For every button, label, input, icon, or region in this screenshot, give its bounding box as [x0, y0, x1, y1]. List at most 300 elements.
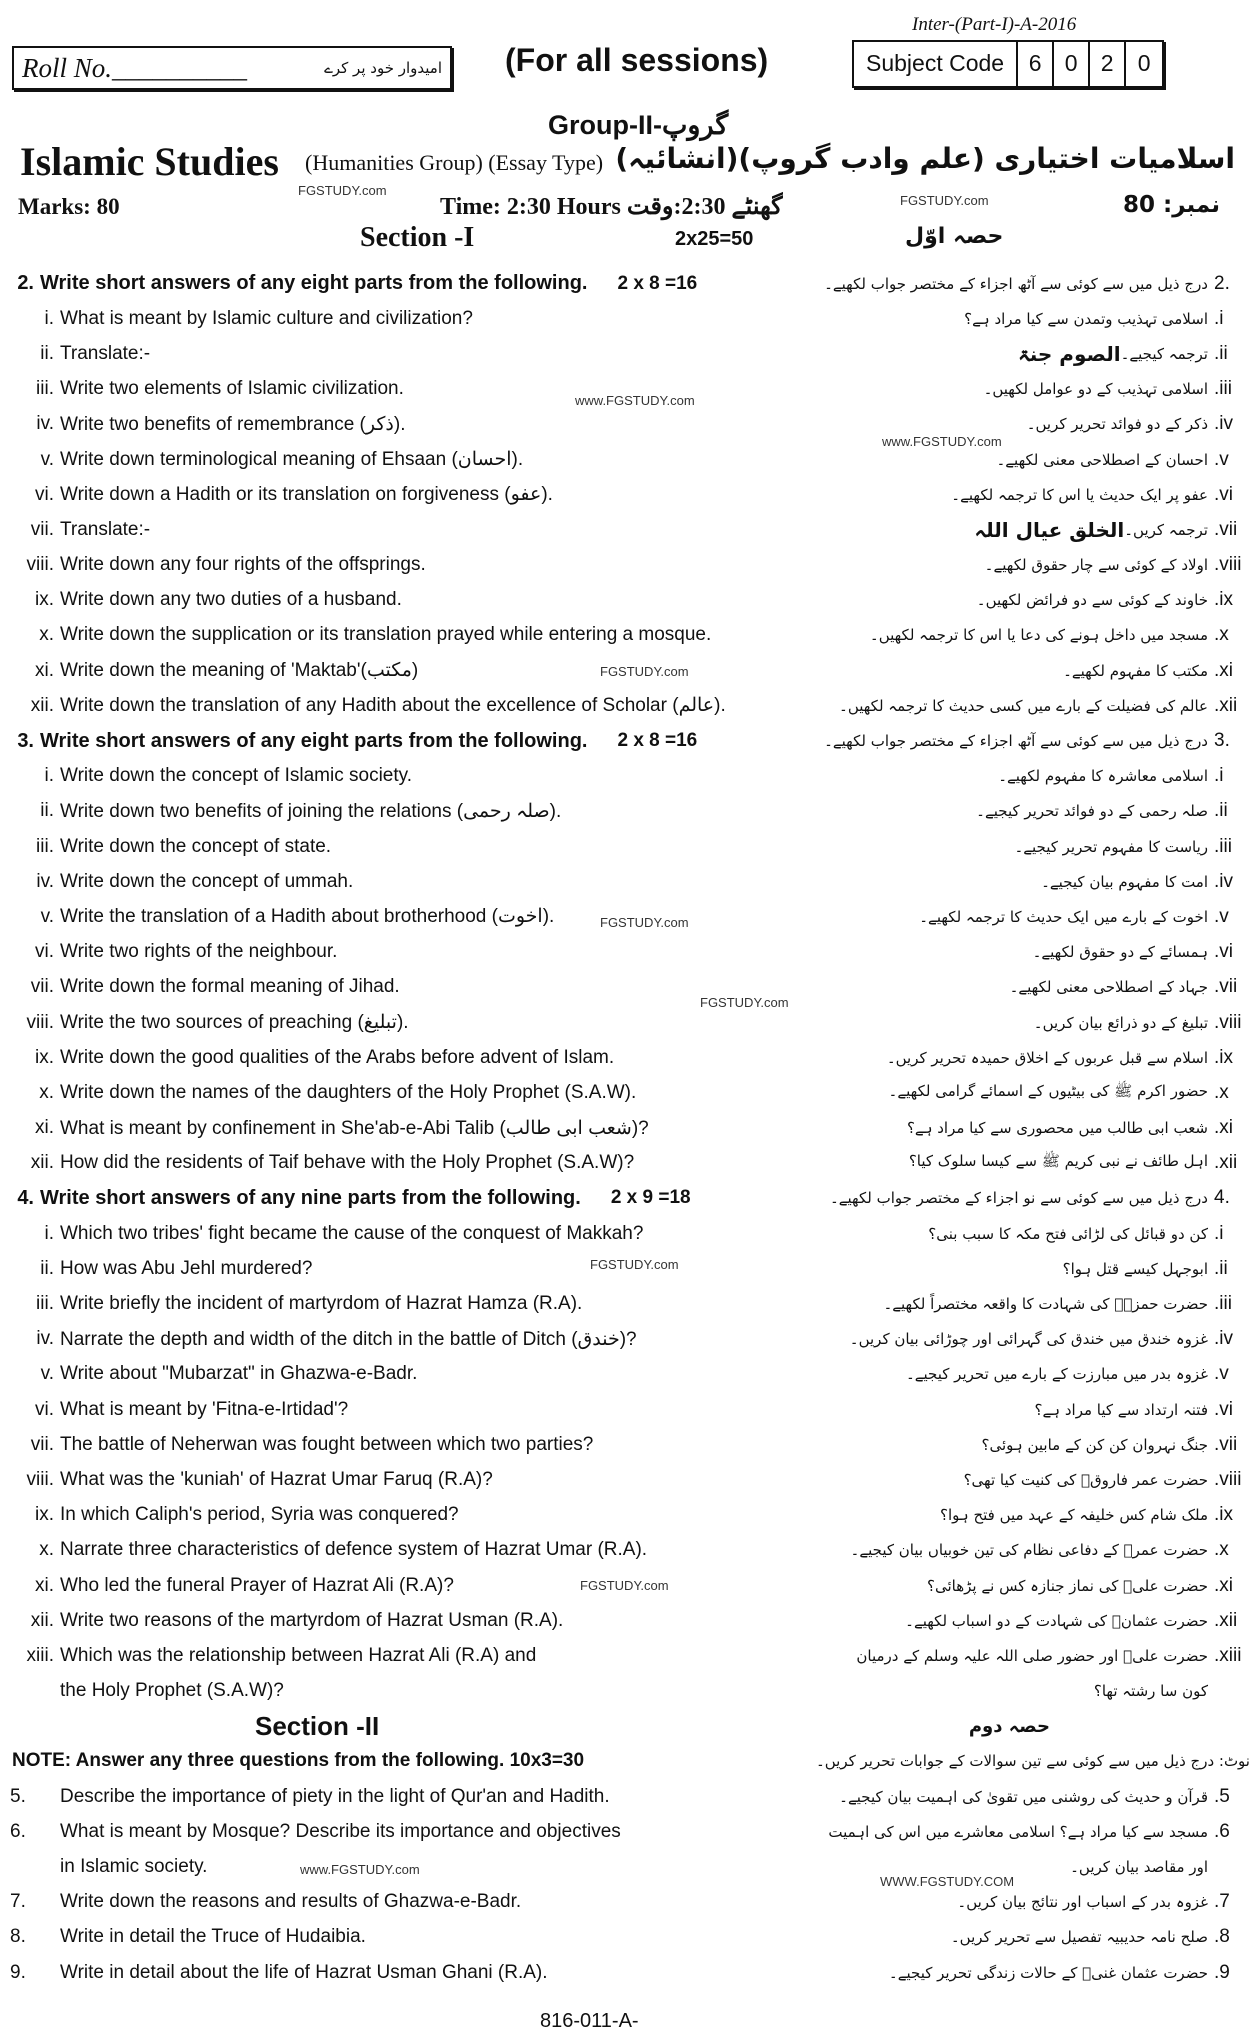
urdu-question-number: .i [1214, 307, 1224, 329]
paper-title: Islamic Studies [20, 139, 279, 184]
urdu-question-number: .xii [1214, 1152, 1238, 1174]
urdu-text: درج ذیل میں سے کوئی سے آٹھ اجزاء کے مختصر جواب لکھیے۔ [824, 274, 1208, 293]
question-number: iv. [36, 413, 54, 435]
urdu-text: اسلامی معاشرہ کا مفہوم لکھیے۔ [998, 767, 1208, 786]
question-part [0, 336, 1250, 371]
question-text: Write down a Hadith or its translation on forgiveness (عفو). [60, 484, 553, 506]
urdu-column [964, 301, 1250, 336]
urdu-text: صلہ رحمی کے دو فوائد تحریر کیجیے۔ [976, 802, 1208, 821]
urdu-column [851, 1533, 1250, 1568]
urdu-text: حضرت عثمانؓ کی شہادت کے دو اسباب لکھیے۔ [905, 1611, 1208, 1630]
urdu-column [998, 759, 1250, 794]
question-part [0, 477, 1250, 512]
urdu-column [919, 899, 1250, 934]
urdu-question-number: .vii [1214, 976, 1238, 998]
group-label: Group-II-گروپ [548, 110, 729, 140]
question-text: Which two tribes' fight became the cause of the conquest of Makkah? [60, 1222, 644, 1244]
question-heading [0, 1181, 1250, 1216]
question-marks: 2 x 9 =18 [610, 1187, 691, 1209]
urdu-question-number: .ix [1214, 1046, 1233, 1068]
urdu-question-number: .6 [1214, 1820, 1230, 1842]
question-text: Section -II [255, 1710, 380, 1741]
question-text: Write down the meaning of 'Maktab'(مکتب) [60, 660, 419, 682]
urdu-column [951, 477, 1250, 512]
question-number: 3. [17, 729, 34, 752]
urdu-text: صلح نامہ حدیبیہ تفصیل سے تحریر کریں۔ [950, 1928, 1208, 1947]
watermark: FGSTUDY.com [590, 1257, 679, 1272]
urdu-column [985, 548, 1250, 583]
urdu-question-number: .i [1214, 765, 1224, 787]
question-number: x. [39, 1081, 54, 1103]
urdu-text: غزوہ بدر کے اسباب اور نتائج بیان کریں۔ [957, 1893, 1208, 1912]
urdu-text: حضرت عمرؓ کے دفاعی نظام کی تین خوبیاں بیان کیجیے۔ [850, 1541, 1208, 1560]
question-marks: 2 x 8 =16 [617, 272, 698, 294]
question-part [0, 618, 1250, 653]
question-part [0, 1251, 1250, 1286]
urdu-column [969, 1709, 1250, 1744]
question-number: vi. [35, 941, 54, 963]
question-text: Write down the supplication or its translation prayed while entering a mosque. [60, 624, 712, 646]
question-number: v. [40, 905, 54, 927]
urdu-text: اور مقاصد بیان کریں۔ [1070, 1858, 1208, 1877]
urdu-column [898, 336, 1250, 371]
question-text: Narrate three characteristics of defence system of Hazrat Umar (R.A). [60, 1539, 648, 1561]
section-2-note [0, 1744, 1250, 1779]
urdu-text: حضرت عمر فاروقؓ کی کنیت کیا تھی؟ [963, 1470, 1208, 1489]
urdu-column [928, 1216, 1250, 1251]
subject-code-digit: 6 [1018, 42, 1054, 86]
question-number: 9. [10, 1961, 26, 1983]
urdu-text: حصہ دوم [968, 1715, 1050, 1737]
urdu-column [889, 1075, 1250, 1110]
urdu-text: عفو پر ایک حدیث یا اس کا ترجمہ لکھیے۔ [951, 485, 1208, 504]
question-part [0, 1392, 1250, 1427]
question-number: ii. [40, 1257, 54, 1279]
question-part [0, 1005, 1250, 1040]
urdu-text: قرآن و حدیث کی روشنی میں تقویٰ کی اہمیت بیان کیجیے۔ [839, 1787, 1208, 1806]
question-text: Write briefly the incident of martyrdom of Hazrat Hamza (R.A). [60, 1293, 583, 1315]
question-number: viii. [26, 1011, 54, 1033]
question-text: Write about "Mubarzat" in Ghazwa-e-Badr. [60, 1363, 418, 1385]
question-text: Translate:- [60, 342, 151, 364]
section-1-title-urdu: حصہ اوّل [905, 224, 1004, 249]
question-number: iii. [36, 835, 54, 857]
urdu-column [830, 1181, 1250, 1216]
urdu-text: حضرت علیؓ کی نماز جنازہ کس نے پڑھائی؟ [927, 1576, 1208, 1595]
question-text: Translate:- [60, 518, 151, 540]
question-number: ix. [35, 1504, 54, 1526]
urdu-column [1063, 653, 1250, 688]
urdu-question-number: .5 [1214, 1785, 1230, 1807]
question-text: Describe the importance of piety in the light of Qur'an and Hadith. [60, 1785, 610, 1807]
urdu-column [824, 266, 1250, 301]
urdu-column [964, 1462, 1250, 1497]
urdu-question-number: .xi [1214, 659, 1233, 681]
urdu-column [1070, 1849, 1250, 1884]
urdu-question-number: .xi [1214, 1574, 1233, 1596]
question-part [0, 829, 1250, 864]
urdu-column [906, 1357, 1250, 1392]
question-number: ix. [35, 589, 54, 611]
urdu-column [1094, 1674, 1250, 1709]
question-text: in Islamic society. [60, 1856, 208, 1878]
urdu-column [909, 1146, 1250, 1181]
urdu-text: حضرت عثمان غنیؓ کے حالات زندگی تحریر کیجیے۔ [888, 1963, 1208, 1982]
urdu-column [982, 1427, 1250, 1462]
question-number: vi. [35, 1398, 54, 1420]
question-part [0, 1814, 1250, 1849]
question-number: xi. [35, 1574, 54, 1596]
urdu-text: حضور اکرم ﷺ کی بیٹیوں کے اسمائے گرامی لکھیے۔ [888, 1081, 1208, 1100]
urdu-text: حضرت حمزہؓ کی شہادت کا واقعہ مختصراً لکھیے۔ [883, 1295, 1208, 1314]
urdu-question-number: .ii [1214, 342, 1228, 364]
urdu-question-number: .i [1214, 1222, 1224, 1244]
question-text: Write down any two duties of a husband. [60, 589, 402, 611]
question-part [0, 1075, 1250, 1110]
question-text: Write down the concept of Islamic society. [60, 765, 413, 787]
question-text: Write in detail the Truce of Hudaibia. [60, 1926, 366, 1948]
question-text: Write down the good qualities of the Arabs before advent of Islam. [60, 1046, 615, 1068]
time-allowed: Time: 2:30 Hours گھنٹے 2:30:وقت [440, 194, 783, 220]
section-1-marks: 2x25=50 [675, 228, 754, 250]
question-part [0, 864, 1250, 899]
question-text: Write down the names of the daughters of the Holy Prophet (S.A.W). [60, 1081, 637, 1103]
question-number: x. [39, 624, 54, 646]
question-text: Write two elements of Islamic civilization. [60, 378, 404, 400]
question-part [0, 935, 1250, 970]
subject-code-digit: 2 [1090, 42, 1126, 86]
question-part [0, 512, 1250, 547]
urdu-column [1010, 970, 1250, 1005]
urdu-column [1014, 829, 1250, 864]
total-marks-urdu: نمبر: 80 [1123, 192, 1220, 218]
urdu-question-number: .v [1214, 1363, 1229, 1385]
question-text: What is meant by 'Fitna-e-Irtidad'? [60, 1398, 349, 1420]
question-number: xii. [30, 1152, 54, 1174]
urdu-column [927, 1568, 1250, 1603]
urdu-column [1035, 1392, 1250, 1427]
urdu-text: احسان کے اصطلاحی معنی لکھیے۔ [996, 450, 1208, 469]
question-number: 8. [10, 1926, 26, 1948]
urdu-column [984, 372, 1250, 407]
question-part [0, 1674, 1250, 1709]
watermark: FGSTUDY.com [900, 193, 989, 208]
urdu-text: مکتب کا مفہوم لکھیے۔ [1063, 661, 1208, 680]
question-part [0, 1040, 1250, 1075]
urdu-text: ترجمہ کیجیے۔ [1120, 344, 1208, 363]
urdu-text: اسلام سے قبل عربوں کے اخلاق حمیدہ تحریر کریں۔ [886, 1048, 1208, 1067]
question-number: iii. [36, 1293, 54, 1315]
urdu-question-number: .xiii [1214, 1644, 1242, 1666]
question-number: vi. [35, 483, 54, 505]
question-list [0, 266, 1250, 1990]
urdu-question-number: .vi [1214, 1398, 1233, 1420]
question-number: 6. [10, 1820, 26, 1842]
urdu-question-number: .iv [1214, 870, 1233, 892]
urdu-column [854, 512, 1250, 547]
question-text: Write two reasons of the martyrdom of Hazrat Usman (R.A). [60, 1609, 564, 1631]
section-1-title: Section -I [360, 222, 475, 253]
urdu-column [1033, 935, 1250, 970]
question-text: NOTE: Answer any three questions from the following. 10x3=30 [12, 1750, 585, 1772]
question-number: i. [44, 765, 54, 787]
question-part [0, 970, 1250, 1005]
question-text: What is meant by confinement in She'ab-e-Abi Talib (شعب ابی طالب)? [60, 1117, 649, 1139]
question-number: vii. [30, 976, 54, 998]
question-number: iii. [36, 378, 54, 400]
urdu-text: کون سا رشتہ تھا؟ [1093, 1682, 1208, 1701]
question-part [0, 1603, 1250, 1638]
question-number: viii. [26, 554, 54, 576]
question-number: 4. [17, 1186, 34, 1209]
urdu-question-number: .iii [1214, 378, 1232, 400]
question-part [0, 1322, 1250, 1357]
urdu-text: جنگ نہروان کن کن کے مابین ہوئی؟ [981, 1435, 1208, 1454]
urdu-column [850, 1322, 1250, 1357]
urdu-question-number: .v [1214, 448, 1229, 470]
question-text: What is meant by Mosque? Describe its importance and objectives [60, 1820, 621, 1842]
urdu-column [977, 583, 1250, 618]
urdu-text: خاوند کے کوئی سے دو فرائض لکھیں۔ [976, 591, 1208, 610]
urdu-question-number: .ii [1214, 1257, 1228, 1279]
question-part [0, 1286, 1250, 1321]
urdu-text: حضرت علیؓ اور حضور صلی اللہ علیہ وسلم کے درمیان [856, 1646, 1208, 1665]
question-number: xii. [30, 694, 54, 716]
urdu-column [1063, 1251, 1250, 1286]
question-text: Write down two benefits of joining the relations (صلہ رحمی). [60, 800, 562, 822]
urdu-question-number: .xii [1214, 694, 1238, 716]
urdu-column [828, 1814, 1250, 1849]
question-part [0, 759, 1250, 794]
question-number: viii. [26, 1468, 54, 1490]
urdu-column [839, 688, 1250, 723]
urdu-question-number: .xi [1214, 1117, 1233, 1139]
urdu-question-number: 3. [1214, 730, 1230, 752]
urdu-text: عالم کی فضیلت کے بارے میں کسی حدیث کا ترجمہ لکھیں۔ [839, 696, 1208, 715]
question-part [0, 1357, 1250, 1392]
section-2-title [0, 1709, 1250, 1744]
urdu-column [889, 1955, 1250, 1990]
question-number: ii. [40, 800, 54, 822]
question-part [0, 442, 1250, 477]
urdu-text: ترجمہ کریں۔ [1124, 520, 1208, 539]
question-number: v. [40, 448, 54, 470]
urdu-question-number: .ii [1214, 800, 1228, 822]
urdu-question-number: .vi [1214, 941, 1233, 963]
question-number: x. [39, 1539, 54, 1561]
question-text: What is meant by Islamic culture and civilization? [60, 307, 473, 329]
question-text: Write down the concept of state. [60, 835, 332, 857]
question-number: iv. [36, 870, 54, 892]
urdu-text: ہمسائے کے دو حقوق لکھیے۔ [1032, 943, 1208, 962]
watermark: FGSTUDY.com [580, 1578, 669, 1593]
question-text: Write two rights of the neighbour. [60, 941, 338, 963]
urdu-text: درج ذیل میں سے کوئی سے نو اجزاء کے مختصر جواب لکھیے۔ [829, 1189, 1208, 1208]
question-heading [0, 723, 1250, 758]
question-number: ii. [40, 342, 54, 364]
urdu-column [1027, 407, 1250, 442]
urdu-column [996, 442, 1250, 477]
urdu-text: غزوہ خندق میں خندق کی گہرائی اور چوڑائی بیان کریں۔ [849, 1330, 1208, 1349]
arabic-text: الصوم جنۃ [1018, 341, 1121, 366]
paper-footer-code: 816-011-A- [540, 2010, 639, 2032]
question-part [0, 1955, 1250, 1990]
question-text: Write down terminological meaning of Ehsaan (احسان). [60, 449, 524, 471]
urdu-column [940, 1498, 1250, 1533]
question-part [0, 548, 1250, 583]
question-text: The battle of Neherwan was fought between which two parties? [60, 1433, 594, 1455]
urdu-question-number: .ix [1214, 589, 1233, 611]
urdu-text: ریاست کا مفہوم تحریر کیجیے۔ [1014, 837, 1208, 856]
question-part [0, 1462, 1250, 1497]
question-number: 7. [10, 1891, 26, 1913]
urdu-column [1034, 1005, 1250, 1040]
urdu-text: تبلیغ کے دو ذرائع بیان کریں۔ [1033, 1013, 1208, 1032]
urdu-text: اولاد کے کوئی سے چار حقوق لکھیے۔ [984, 556, 1208, 575]
question-number: xi. [35, 659, 54, 681]
urdu-question-number: .viii [1214, 554, 1242, 576]
urdu-question-number: .vii [1214, 518, 1238, 540]
question-text: Write the two sources of preaching (تبلیغ). [60, 1012, 409, 1034]
question-number: v. [40, 1363, 54, 1385]
question-number: 5. [10, 1785, 26, 1807]
watermark: FGSTUDY.com [600, 664, 689, 679]
urdu-question-number: .iii [1214, 835, 1232, 857]
roll-number-urdu: امیدوار خود پر کرے [324, 59, 442, 77]
urdu-question-number: .viii [1214, 1468, 1242, 1490]
urdu-text: نوٹ: درج ذیل میں سے کوئی سے تین سوالات کے جوابات تحریر کریں۔ [815, 1752, 1250, 1771]
question-number: iv. [36, 1328, 54, 1350]
urdu-column [883, 1286, 1250, 1321]
question-part [0, 301, 1250, 336]
question-part [0, 1920, 1250, 1955]
question-text: Write two benefits of remembrance (ذکر). [60, 413, 406, 435]
urdu-question-number: .7 [1214, 1891, 1230, 1913]
question-number: vii. [30, 1433, 54, 1455]
urdu-column [824, 723, 1250, 758]
watermark: www.FGSTUDY.com [575, 393, 695, 408]
question-text: Who led the funeral Prayer of Hazrat Ali (R.A)? [60, 1574, 454, 1596]
question-part [0, 899, 1250, 934]
urdu-question-number: .x [1214, 624, 1229, 646]
question-part [0, 1216, 1250, 1251]
roll-number-label: Roll No.__________ [22, 52, 248, 83]
urdu-column [1041, 864, 1250, 899]
question-part [0, 1427, 1250, 1462]
question-part [0, 1533, 1250, 1568]
question-part [0, 1779, 1250, 1814]
question-number: i. [44, 307, 54, 329]
question-text: Write short answers of any eight parts from the following. [40, 729, 588, 752]
question-part [0, 653, 1250, 688]
question-part [0, 688, 1250, 723]
watermark: www.FGSTUDY.com [882, 434, 1002, 449]
question-text: Which was the relationship between Hazrat Ali (R.A) and [60, 1644, 537, 1666]
watermark: FGSTUDY.com [700, 995, 789, 1010]
subject-code-digit: 0 [1054, 42, 1090, 86]
urdu-question-number: .vi [1214, 483, 1233, 505]
question-number: ix. [35, 1046, 54, 1068]
question-number: 2. [17, 272, 34, 295]
question-part [0, 583, 1250, 618]
question-text: In which Caliph's period, Syria was conquered? [60, 1504, 459, 1526]
question-text: the Holy Prophet (S.A.W)? [60, 1680, 284, 1702]
urdu-question-number: 4. [1214, 1187, 1230, 1209]
question-text: Write down any four rights of the offsprings. [60, 554, 426, 576]
question-part [0, 1498, 1250, 1533]
urdu-column [887, 1040, 1250, 1075]
question-text: Write short answers of any eight parts from the following. [40, 272, 588, 295]
question-part [0, 407, 1250, 442]
urdu-column [816, 1744, 1250, 1779]
urdu-text: جہاد کے اصطلاحی معنی لکھیے۔ [1009, 978, 1208, 997]
urdu-text: درج ذیل میں سے کوئی سے آٹھ اجزاء کے مختصر جواب لکھیے۔ [824, 732, 1208, 751]
urdu-column [907, 1111, 1250, 1146]
urdu-question-number: .iv [1214, 413, 1233, 435]
urdu-text: فتنہ ارتداد سے کیا مراد ہے؟ [1034, 1400, 1208, 1419]
question-text: Write the translation of a Hadith about brotherhood (اخوت). [60, 906, 555, 928]
paper-title-urdu: اسلامیات اختیاری (علم وادب گروپ)(انشائیہ) [615, 142, 1235, 175]
question-part [0, 1849, 1250, 1884]
question-part [0, 1111, 1250, 1146]
question-part [0, 1638, 1250, 1673]
question-part [0, 1568, 1250, 1603]
question-text: Write short answers of any nine parts from the following. [40, 1186, 581, 1209]
urdu-question-number: .xii [1214, 1609, 1238, 1631]
subject-code-digit: 0 [1137, 50, 1151, 76]
urdu-text: اخوت کے بارے میں ایک حدیث کا ترجمہ لکھیے۔ [919, 907, 1208, 926]
urdu-question-number: .x [1214, 1539, 1229, 1561]
urdu-column [951, 1920, 1250, 1955]
question-number: vii. [30, 518, 54, 540]
total-marks: Marks: 80 [18, 194, 120, 219]
urdu-column [870, 618, 1250, 653]
question-number: xi. [35, 1117, 54, 1139]
urdu-question-number: .x [1214, 1081, 1229, 1103]
urdu-question-number: .8 [1214, 1926, 1230, 1948]
question-text: How did the residents of Taif behave with the Holy Prophet (S.A.W)? [60, 1152, 635, 1174]
urdu-question-number: 2. [1214, 272, 1230, 294]
urdu-text: کن دو قبائل کی لڑائی فتح مکہ کا سبب بنی؟ [928, 1224, 1208, 1243]
urdu-column [976, 794, 1250, 829]
question-text: Write down the concept of ummah. [60, 870, 354, 892]
urdu-question-number: .iv [1214, 1328, 1233, 1350]
question-marks: 2 x 8 =16 [617, 730, 698, 752]
watermark: WWW.FGSTUDY.COM [880, 1874, 1015, 1889]
urdu-text: امت کا مفہوم بیان کیجیے۔ [1041, 872, 1208, 891]
urdu-text: ملک شام کس خلیفہ کے عہد میں فتح ہوا؟ [940, 1506, 1208, 1525]
question-part [0, 1146, 1250, 1181]
urdu-question-number: .9 [1214, 1961, 1230, 1983]
question-text: How was Abu Jehl murdered? [60, 1257, 313, 1279]
urdu-text: ذکر کے دو فوائد تحریر کریں۔ [1026, 415, 1208, 434]
question-part [0, 794, 1250, 829]
roll-number-box [12, 46, 452, 90]
urdu-question-number: .iii [1214, 1293, 1232, 1315]
urdu-column [905, 1603, 1250, 1638]
question-number: xii. [30, 1609, 54, 1631]
urdu-text: شعب ابی طالب میں محصوری سے کیا مراد ہے؟ [906, 1119, 1208, 1138]
question-number: i. [44, 1222, 54, 1244]
watermark: www.FGSTUDY.com [300, 1862, 420, 1877]
question-text: Write in detail about the life of Hazrat Usman Ghani (R.A). [60, 1961, 548, 1983]
urdu-text: اہل طائف نے نبی کریم ﷺ سے کیسا سلوک کیا؟ [908, 1152, 1208, 1171]
watermark: FGSTUDY.com [298, 183, 387, 198]
urdu-question-number: .ix [1214, 1504, 1233, 1526]
paper-code: Inter-(Part-I)-A-2016 [912, 14, 1077, 35]
subject-code-box [852, 40, 1164, 88]
urdu-column [839, 1779, 1250, 1814]
